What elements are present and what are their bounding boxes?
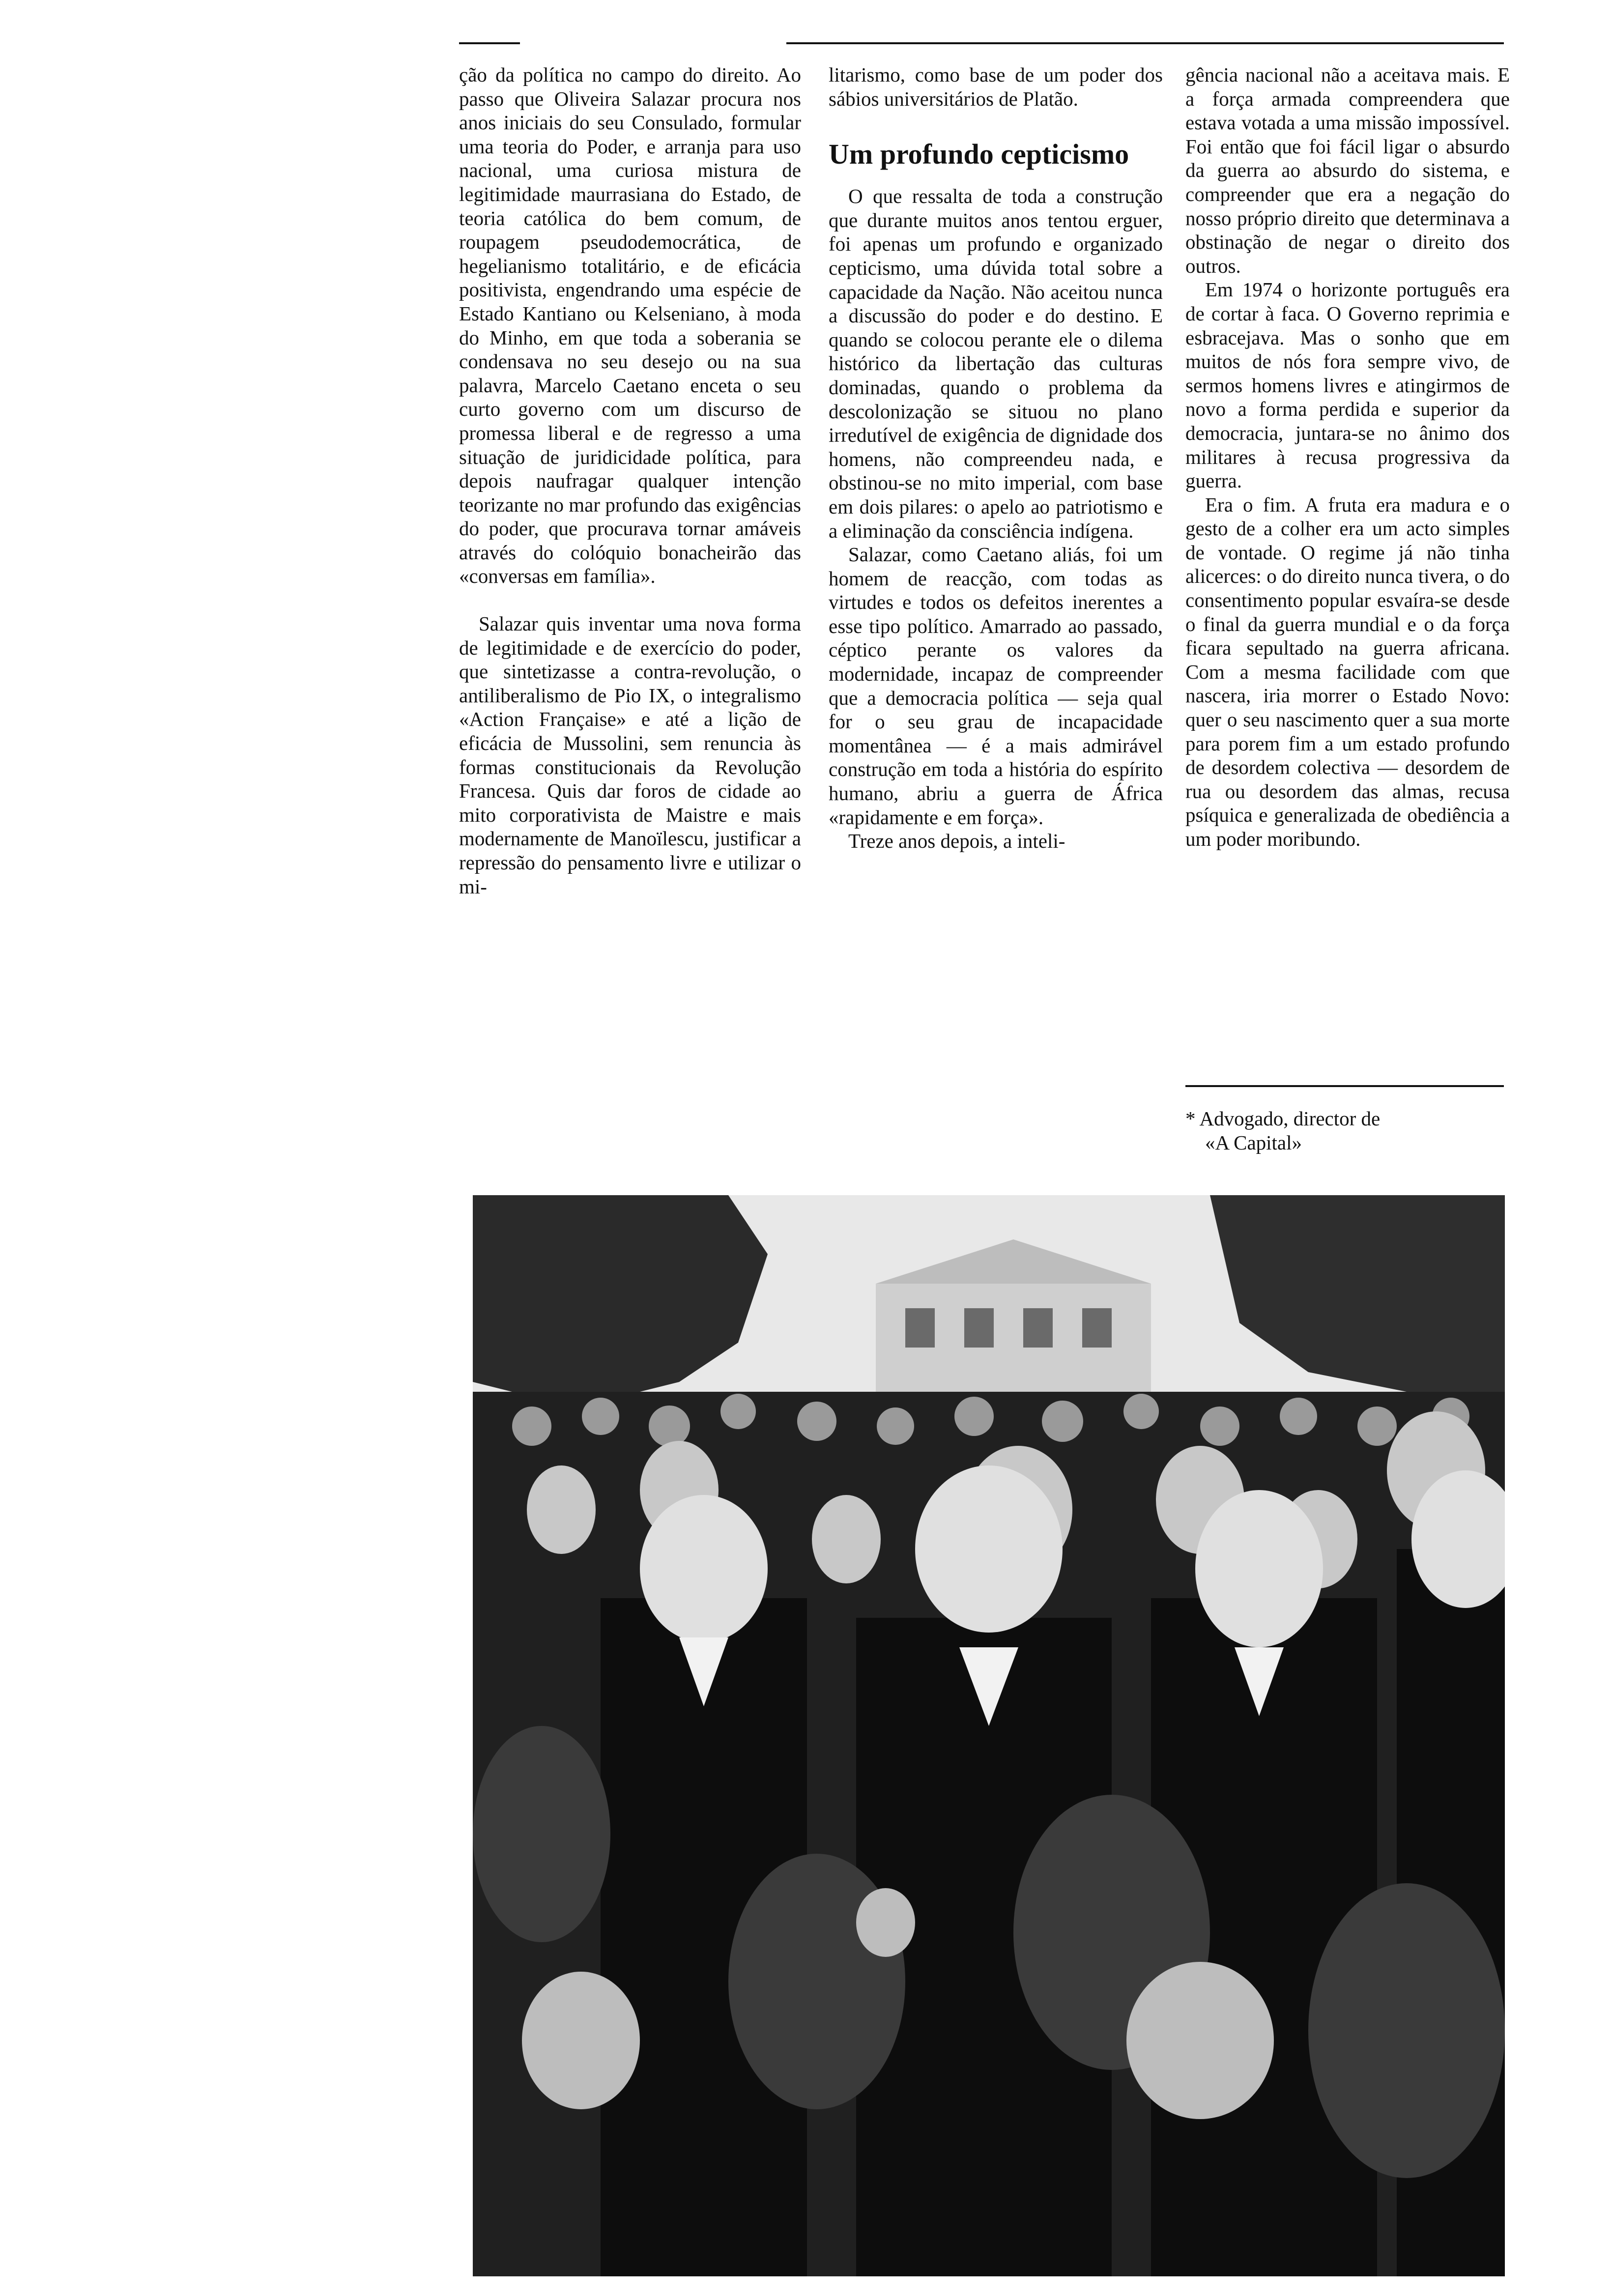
paragraph: O que ressalta de toda a construção que durante muitos anos tentou erguer, foi apenas um profundo e organizado cepticismo, uma dúvida total sobre a capacidade da Nação. Não aceitou nunca a discussão do poder e do destino. E quando se colocou perante ele o dilema histórico da libertação das culturas dominadas, quando o problema da descolonização se situou no plano irredutível de exigência de dignidade dos homens, não compreendeu nada, e obstinou-se no mito imperial, com base em dois pilares: o apelo ao patriotismo e a eliminação da consciência indígena. <box>829 185 1163 542</box>
paragraph: ção da política no campo do direito. Ao passo que Oliveira Salazar procura nos anos iniciais do seu Consulado, formular uma teoria do Poder, e arranja para uso nacional, uma curiosa mistura de legitimidade maurrasiana do Estado, de teoria católica do bem comum, de roupagem pseudodemocrática, de hegelianismo totalitário, e de eficácia positivista, engendrando uma espécie de Estado Kantiano ou Kelseniano, à moda do Minho, em que toda a soberania se condensava no seu desejo ou na sua palavra, Marcelo Caetano enceta o seu curto governo com um discurso de promessa liberal e de regresso a uma situação de juridicidade política, para depois naufragar qualquer intenção teorizante no mar profundo das exigências do poder, que procurava tornar amáveis através do colóquio bonacheirão das «conversas em família». <box>459 63 801 588</box>
crowd-photo-image <box>473 1195 1505 2276</box>
top-rule-left <box>459 42 520 44</box>
footnote-rule <box>1185 1085 1504 1087</box>
paragraph: Era o fim. A fruta era madura e o gesto de a colher era um acto simples de vontade. O regime já não tinha alicerces: o do direito nunca tivera, o do consentimento popular esvaíra-se desde o final da guerra mundial e o da força ficara sepultado na guerra africana. Com a mesma facilidade com que nascera, iria morrer o Estado Novo: quer o seu nascimento quer a sua morte para porem fim a um estado profundo de desordem colectiva — desordem de rua ou desordem das almas, recusa psíquica e generalizada de obediência a um poder moribundo. <box>1185 493 1510 850</box>
paragraph: gência nacional não a aceitava mais. E a força armada compreendera que estava votada a uma missão impossível. Foi então que foi fácil ligar o absurdo da guerra ao absurdo do sistema, e compreender que era a negação do nosso próprio direito que determinava a obstinação de negar o direito dos outros. <box>1185 63 1510 277</box>
footnote-line: «A Capital» <box>1205 1131 1302 1154</box>
paragraph: Salazar, como Caetano aliás, foi um homem de reacção, com todas as virtudes e todos os defeitos inerentes a esse tipo político. Amarrado ao passado, céptico perante os valores da modernidade, incapaz de compreender que a democracia política — seja qual for o seu grau de incapacidade momentânea — é a mais admirável construção em toda a história do espírito humano, abriu a guerra de África «rapidamente e em força». <box>829 543 1163 829</box>
footnote-line: * Advogado, director de <box>1185 1107 1381 1130</box>
crowd-photo <box>473 1195 1505 2276</box>
paragraph: Treze anos depois, a inteli- <box>848 830 1065 853</box>
paragraph: litarismo, como base de um poder dos sábios universitários de Platão. <box>829 63 1163 110</box>
article-column-3 <box>1185 63 1510 851</box>
paragraph: Salazar quis inventar uma nova forma de legitimidade e de exercício do poder, que sintetizasse a contra-revolução, o antiliberalismo de Pio IX, o integralismo «Action Française» e até a lição de eficácia de Mussolini, sem renuncia às formas constitucionais da Revolução Francesa. Quis dar foros de cidade ao mito corporativista de Maistre e mais modernamente de Manoïlescu, justificar a repressão do pensamento livre e utilizar o mi- <box>459 612 801 898</box>
paragraph: Em 1974 o horizonte português era de cortar à faca. O Governo reprimia e esbracejava. Mas o sonho que em muitos de nós fora sempre vivo, de sermos homens livres e atingirmos de novo a forma perdida e superior da democracia, juntara-se no ânimo dos militares à recusa progressiva da guerra. <box>1185 278 1510 492</box>
top-rule-right <box>786 42 1504 44</box>
footnote <box>1185 1107 1504 1154</box>
article-column-2 <box>829 63 1163 853</box>
article-column-1 <box>459 63 801 898</box>
subheading: Um profundo cepticismo <box>829 138 1129 171</box>
